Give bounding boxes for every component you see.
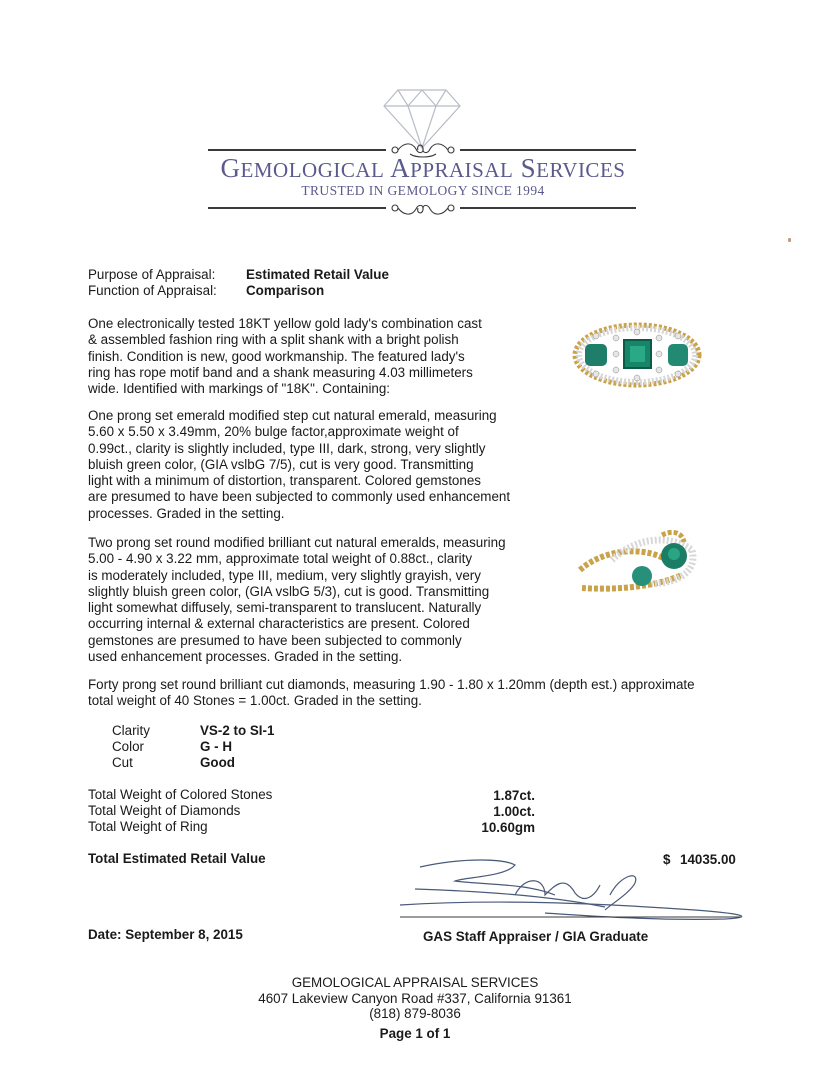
company-tagline: TRUSTED IN GEMOLOGY SINCE 1994 xyxy=(301,183,545,198)
function-label: Function of Appraisal: xyxy=(88,283,217,298)
flourish-bottom-icon xyxy=(388,198,458,218)
grade-clarity-label: Clarity xyxy=(112,723,150,738)
purpose-label: Purpose of Appraisal: xyxy=(88,267,216,282)
logo-bottom-rule-left xyxy=(208,207,386,209)
grade-cut-value: Good xyxy=(200,755,235,770)
total-diamonds-value: 1.00ct. xyxy=(493,804,535,819)
total-ring-weight-label: Total Weight of Ring xyxy=(88,819,208,834)
page-number: Page 1 of 1 xyxy=(379,1026,451,1041)
retail-value-amount: 14035.00 xyxy=(680,852,736,867)
ring-top-view-photo xyxy=(570,318,705,393)
side-emeralds-description: Two prong set round modified brilliant cut natural emeralds, measuring 5.00 - 4.90 x 3.22 mm, approximate total weight of 0.88ct., clarity is moderately included, type III, medium, very slightly grayish, very slightly bluish green color, (GIA vslbG 5/3), cut is good. Transmitting light somewhat diffusely, semi-transparent to translucent. Naturally occurring internal & external characteristics are present. Colored gemstones are presumed to have been subjected to commonly used enhancement processes. Graded in the setting. xyxy=(88,535,506,665)
total-diamonds-label: Total Weight of Diamonds xyxy=(88,803,241,818)
appraiser-title: GAS Staff Appraiser / GIA Graduate xyxy=(423,929,649,944)
ring-side-view-photo xyxy=(572,520,712,600)
total-ring-weight-value: 10.60gm xyxy=(481,820,535,835)
purpose-value: Estimated Retail Value xyxy=(246,267,389,282)
footer-phone: (818) 879-8036 xyxy=(369,1006,461,1021)
diamonds-description: Forty prong set round brilliant cut diamonds, measuring 1.90 - 1.80 x 1.20mm (depth est.) approximate total weight of 40 Stones = 1.00ct. Graded in the setting. xyxy=(88,677,695,709)
footer-address: 4607 Lakeview Canyon Road #337, California 91361 xyxy=(258,991,572,1006)
function-value: Comparison xyxy=(246,283,325,298)
footer-company: GEMOLOGICAL APPRAISAL SERVICES xyxy=(291,975,539,990)
retail-value-currency: $ xyxy=(663,852,671,867)
ring-description: One electronically tested 18KT yellow gold lady's combination cast & assembled fashion ring with a split shank with a bright polish finish. Condition is new, good workmanship. The featured lady's ring has rope motif band and a shank measuring 4.03 millimeters wide. Identified with markings of "18K". Containing: xyxy=(88,316,482,397)
appraiser-signature xyxy=(395,855,765,925)
grade-color-label: Color xyxy=(112,739,144,754)
scan-speck xyxy=(788,238,791,242)
logo-top-rule-left xyxy=(208,149,386,151)
logo-top-rule-right xyxy=(460,149,636,151)
company-logo-title: GEMOLOGICAL APPRAISAL SERVICES xyxy=(220,153,626,183)
grade-color-value: G - H xyxy=(200,739,232,754)
retail-value-label: Total Estimated Retail Value xyxy=(88,851,266,866)
total-colored-stones-value: 1.87ct. xyxy=(493,788,535,803)
total-colored-stones-label: Total Weight of Colored Stones xyxy=(88,787,273,802)
grade-clarity-value: VS-2 to SI-1 xyxy=(200,723,275,738)
center-emerald-description: One prong set emerald modified step cut natural emerald, measuring 5.60 x 5.50 x 3.49mm, 20% bulge factor,approximate weight of 0.99ct., clarity is slightly included, type III, dark, strong, very slightly bluish green color, (GIA vslbG 7/5), cut is very good. Transmitting light with a minimum of distortion, transparent. Colored gemstones are presumed to have been subjected to commonly used enhancement processes. Graded in the setting. xyxy=(88,408,511,521)
grade-cut-label: Cut xyxy=(112,755,133,770)
logo-bottom-rule-right xyxy=(460,207,636,209)
date: Date: September 8, 2015 xyxy=(88,927,243,942)
